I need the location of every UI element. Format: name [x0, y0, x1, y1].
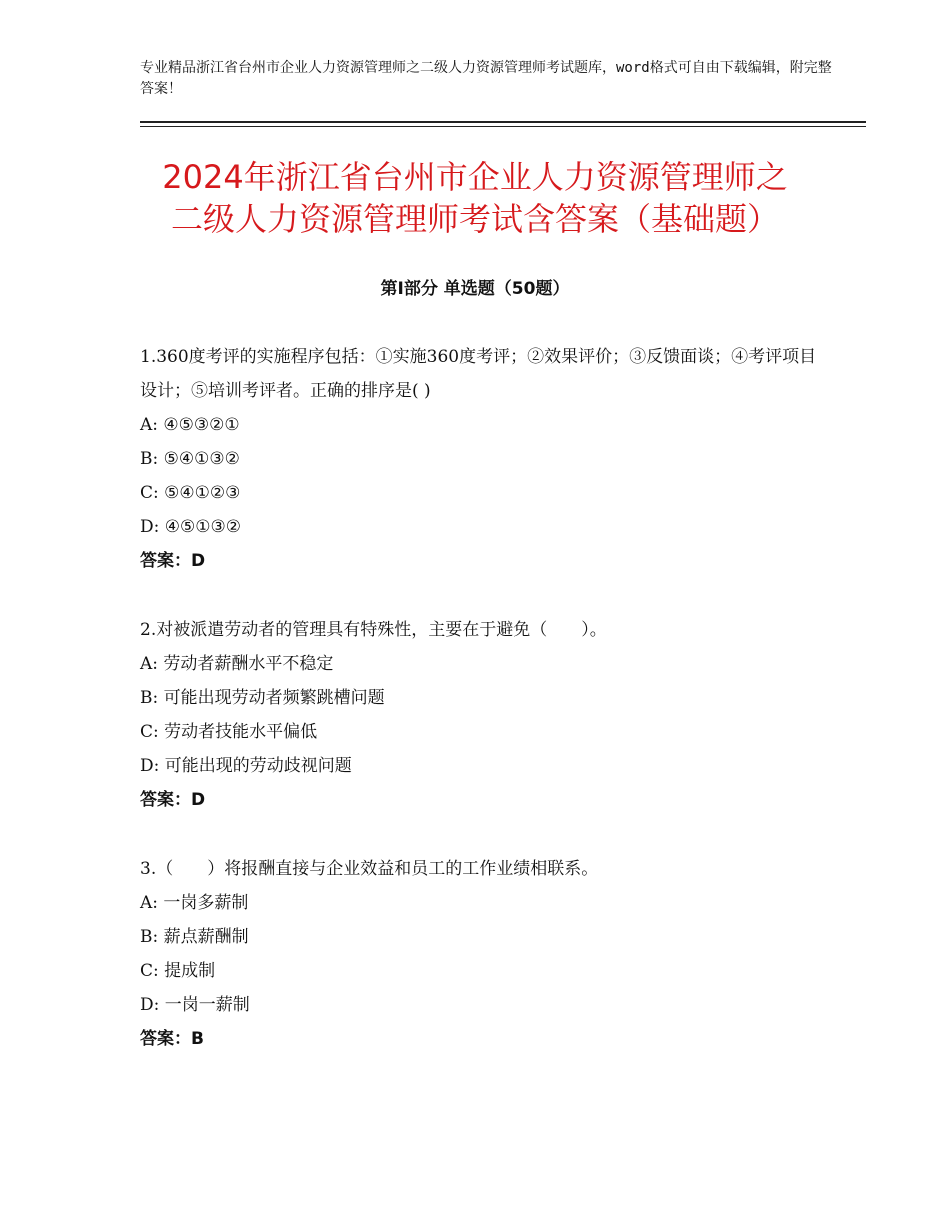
option-d: D: 可能出现的劳动歧视问题: [140, 756, 352, 776]
question-stem: 2.对被派遣劳动者的管理具有特殊性，主要在于避免（ ）。: [140, 620, 607, 640]
document-title-line-1: 2024年浙江省台州市企业人力资源管理师之: [162, 158, 788, 196]
answer: 答案：B: [140, 1029, 204, 1049]
option-a: A: 一岗多薪制: [140, 893, 249, 913]
option-b: B: 可能出现劳动者频繁跳槽问题: [140, 688, 385, 708]
option-b: B: ⑤④①③②: [140, 449, 240, 469]
option-c: C: ⑤④①②③: [140, 483, 241, 503]
header-divider-thin: [140, 126, 866, 127]
option-c: C: 提成制: [140, 961, 216, 981]
question-stem: 3.（ ）将报酬直接与企业效益和员工的工作业绩相联系。: [140, 859, 599, 879]
document-title: [100, 156, 850, 240]
document-title-line-2: 二级人力资源管理师考试含答案（基础题）: [170, 200, 779, 238]
answer: 答案：D: [140, 551, 206, 571]
option-c: C: 劳动者技能水平偏低: [140, 722, 318, 742]
answer: 答案：D: [140, 790, 206, 810]
question-3: [140, 852, 830, 1056]
option-d: D: ④⑤①③②: [140, 517, 241, 537]
option-d: D: 一岗一薪制: [140, 995, 250, 1015]
option-b: B: 薪点薪酬制: [140, 927, 249, 947]
section-title: 第I部分 单选题（50题）: [380, 279, 570, 299]
question-1: [140, 340, 830, 578]
header-note: 专业精品浙江省台州市企业人力资源管理师之二级人力资源管理师考试题库，word格式可自由下载编辑，附完整答案！: [140, 60, 832, 97]
header-divider-thick: [140, 121, 866, 123]
question-2: [140, 613, 830, 817]
question-stem: 1.360度考评的实施程序包括：①实施360度考评；②效果评价；③反馈面谈；④考评项目设计；⑤培训考评者。正确的排序是( ): [140, 347, 817, 401]
option-a: A: 劳动者薪酬水平不稳定: [140, 654, 334, 674]
option-a: A: ④⑤③②①: [140, 415, 240, 435]
